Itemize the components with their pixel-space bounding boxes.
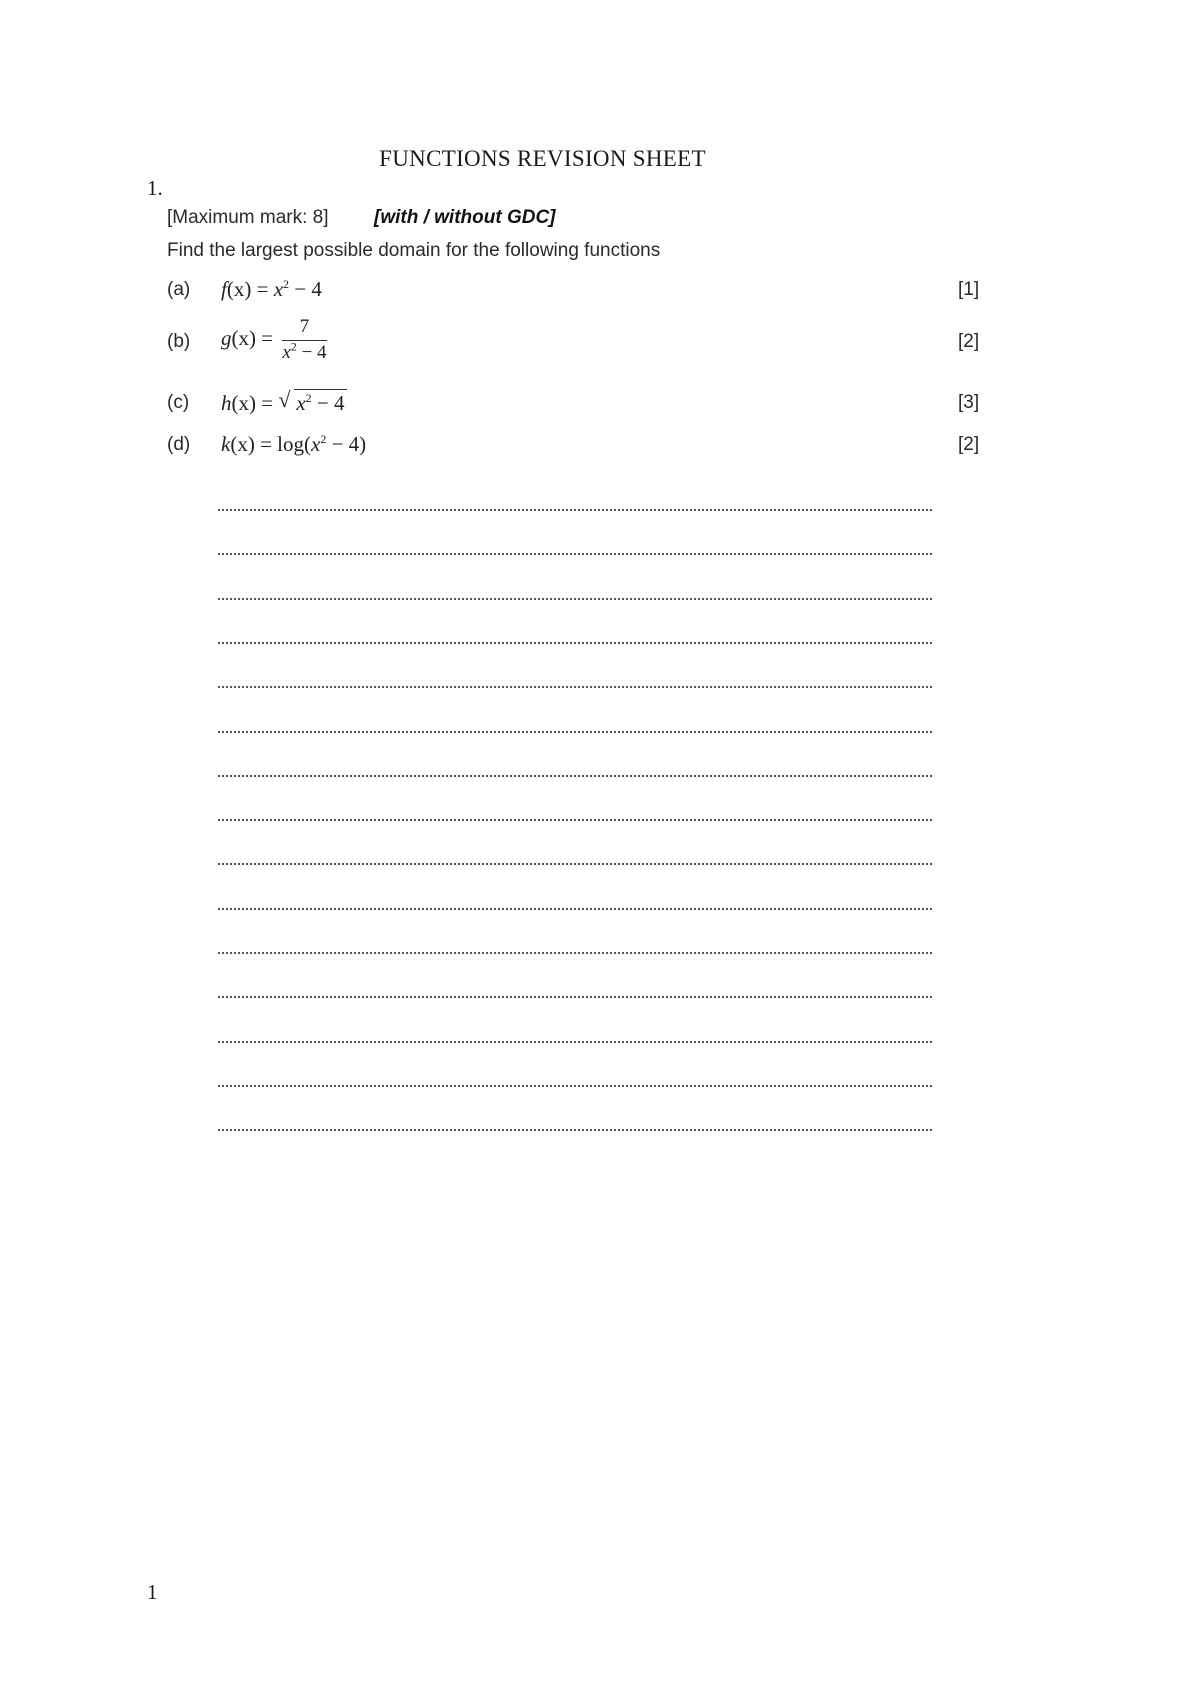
part-b-denominator: $x^2 - 4$ [282,339,327,363]
part-b-func: g [221,325,232,350]
part-b-label: (b) [167,331,191,352]
part-b-numerator: 7 [282,316,326,341]
answer-line [218,509,932,511]
part-d-eq: = [254,432,278,456]
answer-line [218,1129,932,1131]
part-c-expression [221,389,347,416]
part-d-expression: $k(x) = \log(x^2 - 4)$ [221,432,367,456]
answer-line [218,553,932,555]
part-d-log: log [277,432,305,456]
part-b-eq: = [256,325,279,350]
calculator-note: [with / without GDC] [374,207,556,228]
part-a-eq: = [251,277,274,301]
part-c-sqrt: √ $x^2 - 4$ [278,387,345,415]
part-c-var: (x) [231,391,256,415]
answer-line [218,1041,932,1043]
question-number: 1. [147,176,163,200]
part-a-expression: $f(x) = x^2 - 4$ [221,277,322,301]
part-b-expression [221,316,327,364]
page-number: 1 [147,1580,158,1604]
part-b-fraction [282,316,326,364]
maximum-mark: [Maximum mark: 8] [167,207,329,228]
answer-line [218,598,932,600]
answer-line [218,952,932,954]
part-d-mark: [2] [958,434,980,455]
answer-line [218,863,932,865]
answer-line [218,775,932,777]
part-c-func: h [221,391,232,415]
question-instruction: Find the largest possible domain for the following functions [167,240,661,261]
answer-line [218,731,932,733]
answer-line [218,996,932,998]
part-c-label: (c) [167,392,190,413]
part-d-label: (d) [167,434,191,455]
part-b-var: (x) [231,325,256,350]
part-a-mark: [1] [958,279,980,300]
part-c-eq: = [256,391,279,415]
part-a-label: (a) [167,279,191,300]
answer-line [218,1085,932,1087]
part-d-func: k [221,432,231,456]
document-title: FUNCTIONS REVISION SHEET [379,146,706,171]
part-d-var: (x) [230,432,255,456]
part-c-mark: [3] [958,392,980,413]
part-a-func: f [221,277,227,301]
answer-line [218,686,932,688]
part-b-mark: [2] [958,331,980,352]
answer-line [218,908,932,910]
part-a-var: (x) [226,277,252,301]
answer-line [218,642,932,644]
answer-line [218,819,932,821]
